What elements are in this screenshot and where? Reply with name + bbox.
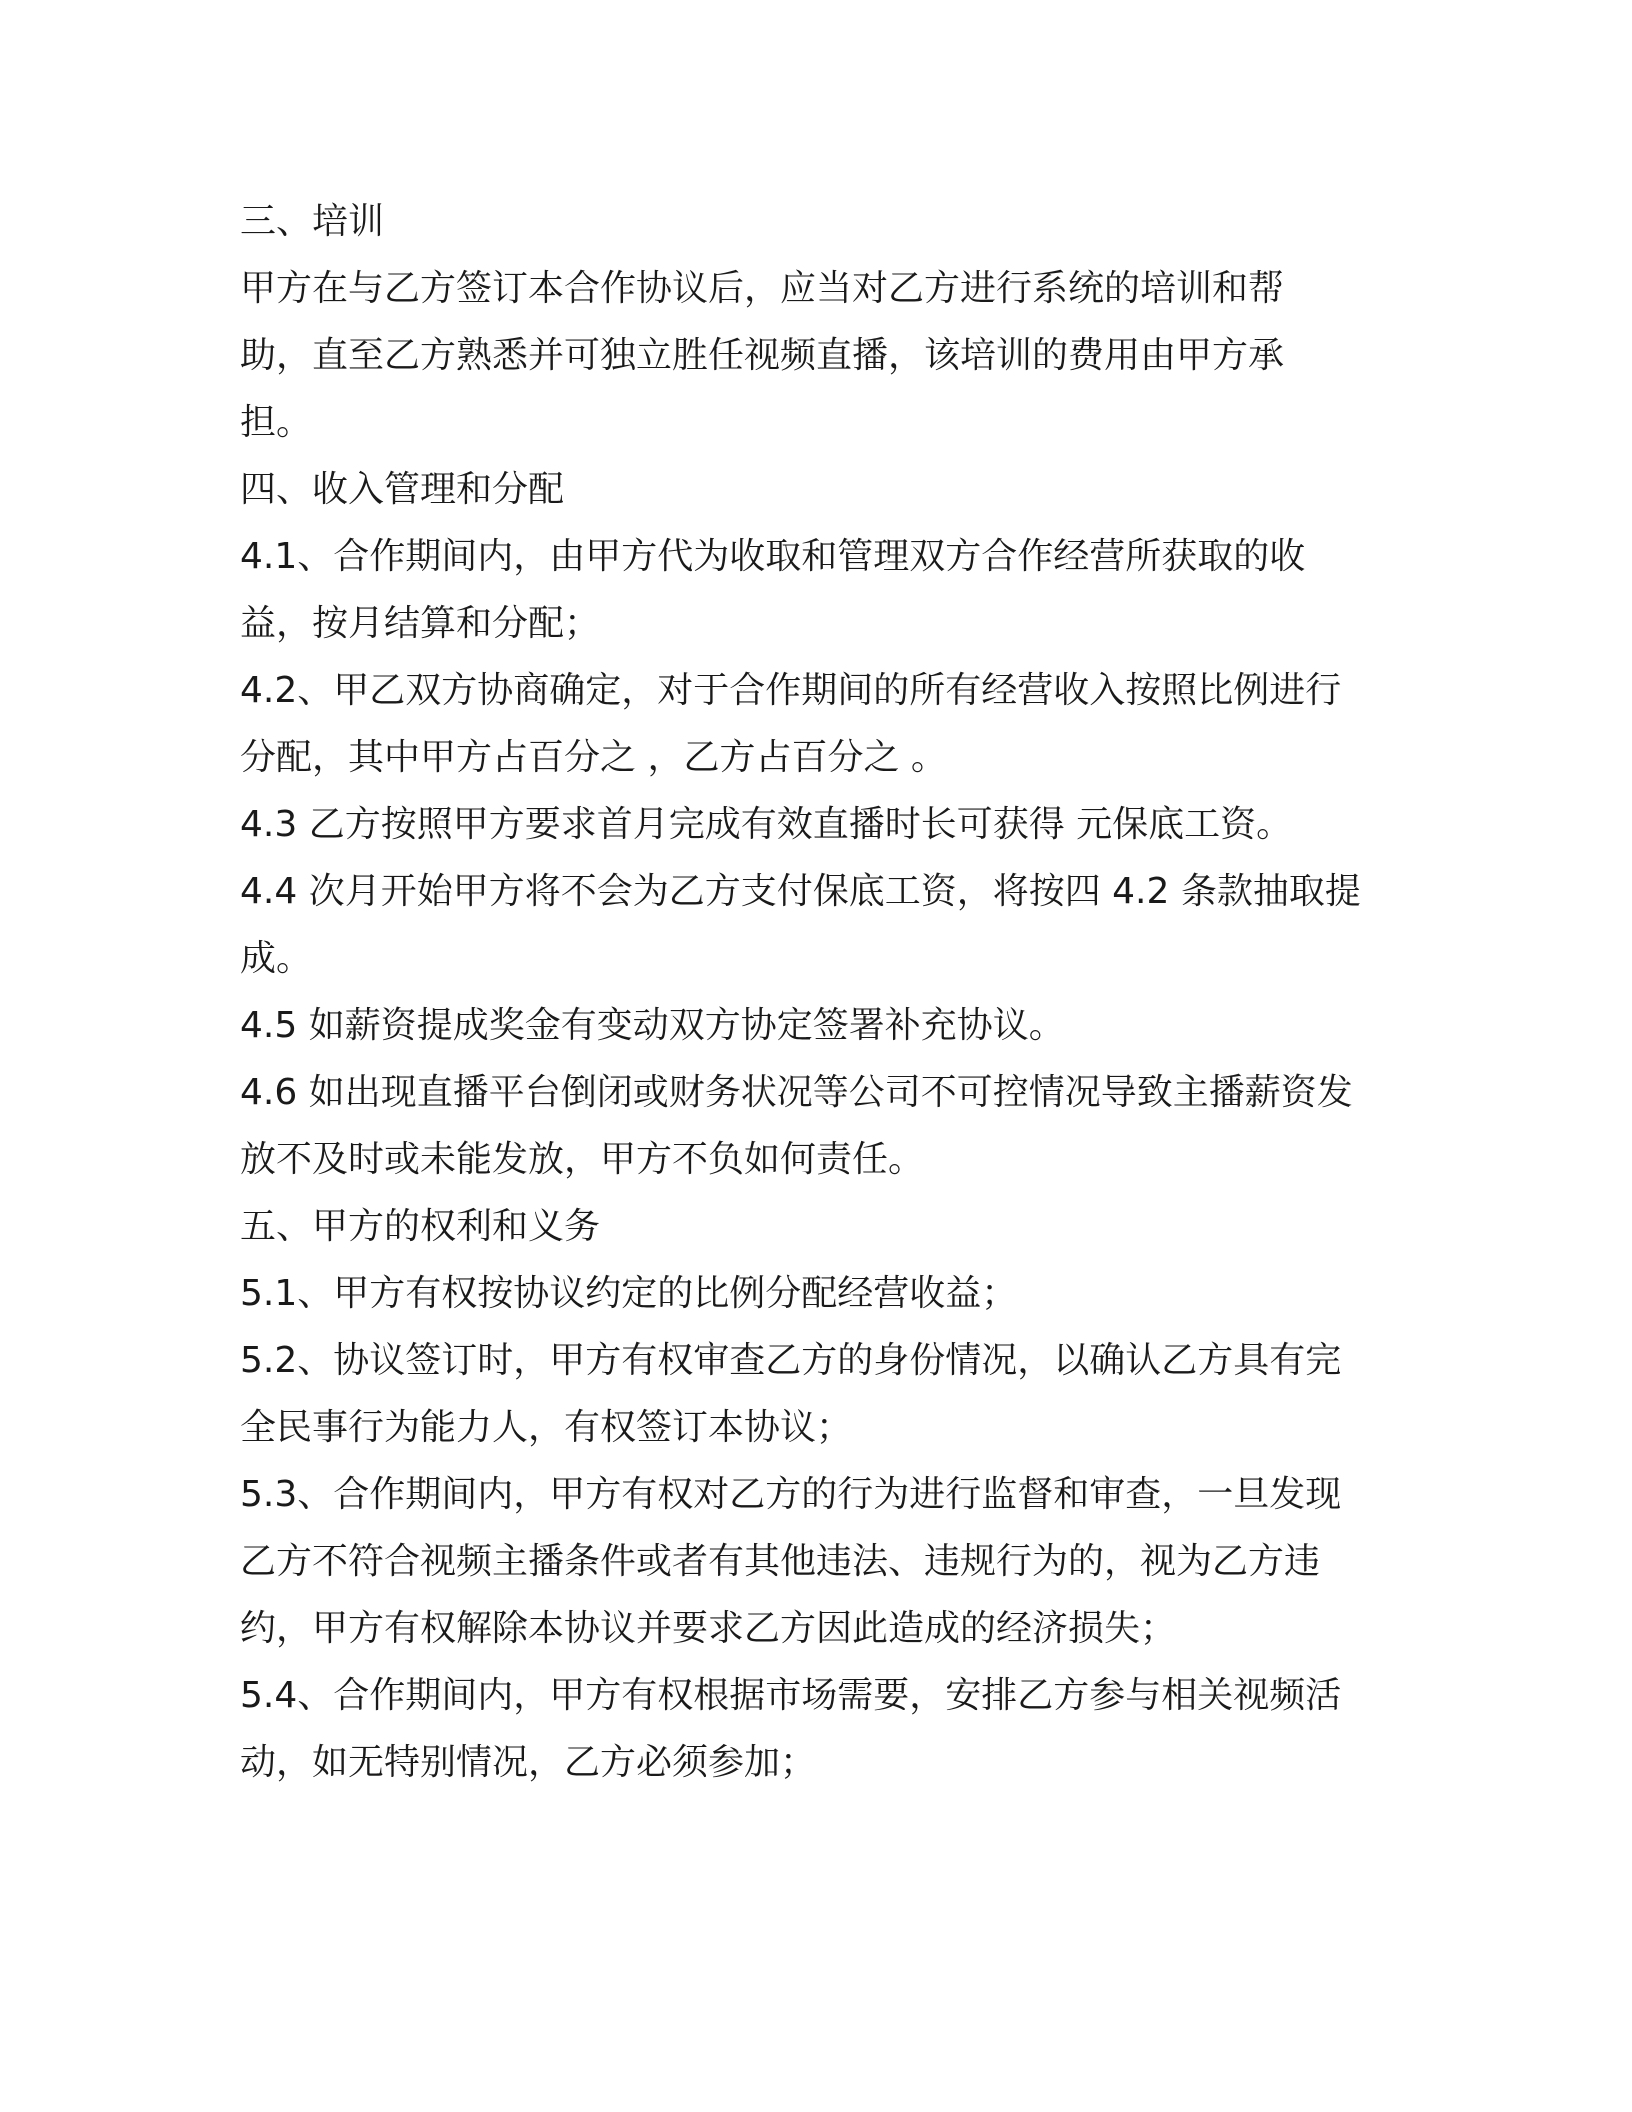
clause-5-4-line: 动，如无特别情况，乙方必须参加； (240, 1742, 817, 1783)
section-heading-income: 四、收入管理和分配 (240, 469, 565, 510)
clause-5-1-line: 5.1、甲方有权按协议约定的比例分配经营收益； (240, 1273, 1018, 1314)
clause-4-6-line: 放不及时或未能发放，甲方不负如何责任。 (240, 1139, 925, 1180)
clause-4-1-line: 益，按月结算和分配； (240, 603, 601, 644)
text-line: 担。 (240, 402, 313, 443)
clause-5-2-line: 全民事行为能力人，有权签订本协议； (240, 1407, 853, 1448)
clause-5-3-line: 乙方不符合视频主播条件或者有其他违法、违规行为的，视为乙方违 (240, 1541, 1321, 1582)
clause-5-4-line: 5.4、合作期间内，甲方有权根据市场需要，安排乙方参与相关视频活 (240, 1675, 1342, 1716)
clause-4-1-line: 4.1、合作期间内，由甲方代为收取和管理双方合作经营所获取的收 (240, 536, 1306, 577)
section-heading-party-a-rights: 五、甲方的权利和义务 (240, 1206, 601, 1247)
clause-4-6-line: 4.6 如出现直播平台倒闭或财务状况等公司不可控情况导致主播薪资发 (240, 1072, 1353, 1113)
clause-4-4-line: 成。 (240, 938, 313, 979)
clause-4-3-line: 4.3 乙方按照甲方要求首月完成有效直播时长可获得 元保底工资。 (240, 804, 1293, 845)
text-line: 甲方在与乙方签订本合作协议后，应当对乙方进行系统的培训和帮 (240, 268, 1285, 309)
clause-4-2-line: 分配，其中甲方占百分之 ，乙方占百分之 。 (240, 737, 947, 778)
clause-5-2-line: 5.2、协议签订时，甲方有权审查乙方的身份情况，以确认乙方具有完 (240, 1340, 1342, 1381)
clause-5-3-line: 5.3、合作期间内，甲方有权对乙方的行为进行监督和审查，一旦发现 (240, 1474, 1342, 1515)
section-heading-training: 三、培训 (240, 201, 385, 242)
document-body (240, 188, 1400, 1796)
clause-4-5-line: 4.5 如薪资提成奖金有变动双方协定签署补充协议。 (240, 1005, 1065, 1046)
clause-4-4-line: 4.4 次月开始甲方将不会为乙方支付保底工资，将按四 4.2 条款抽取提 (240, 871, 1361, 912)
clause-4-2-line: 4.2、甲乙双方协商确定，对于合作期间的所有经营收入按照比例进行 (240, 670, 1342, 711)
text-line: 助，直至乙方熟悉并可独立胜任视频直播，该培训的费用由甲方承 (240, 335, 1285, 376)
clause-5-3-line: 约，甲方有权解除本协议并要求乙方因此造成的经济损失； (240, 1608, 1177, 1649)
